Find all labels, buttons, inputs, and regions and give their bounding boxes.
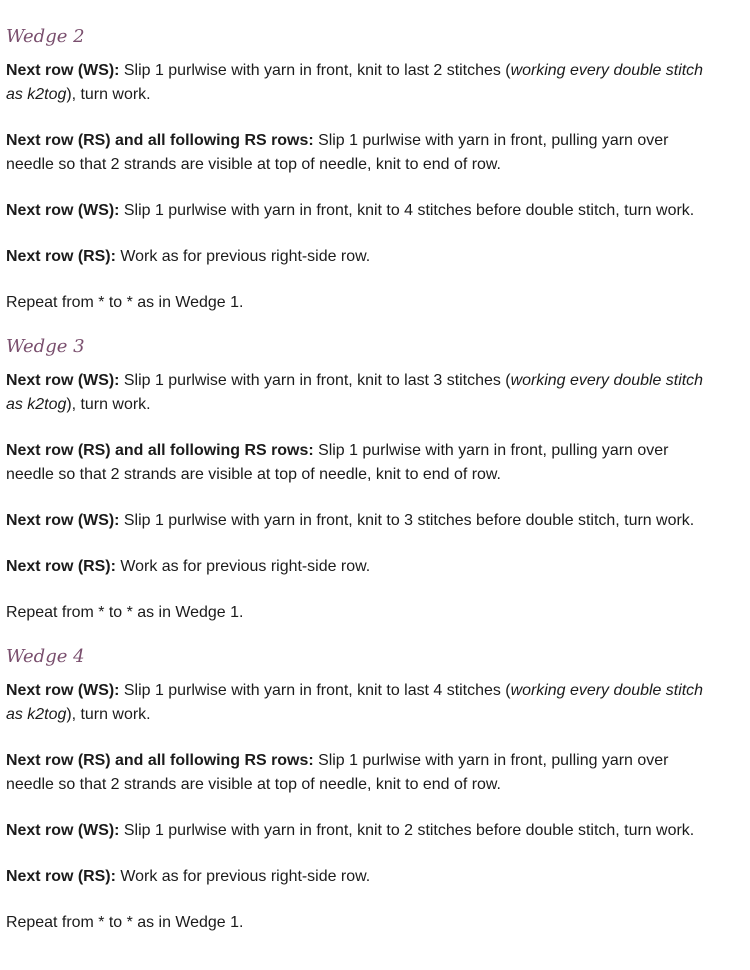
text-line: needle so that 2 strands are visible at top of needle, knit to end of row.: [6, 156, 501, 173]
text-line: [6, 865, 748, 889]
instruction-text: Work as for previous right-side row.: [115, 248, 371, 265]
instruction-text: Slip 1 purlwise with yarn in front, knit to last 2 stitches (: [119, 62, 511, 79]
row-label: Next row (RS) and all following RS rows:: [6, 442, 314, 459]
text-line: [6, 369, 748, 393]
instruction-text: Work as for previous right-side row.: [115, 558, 371, 575]
text-line: [6, 199, 748, 223]
instruction-text: Slip 1 purlwise with yarn in front, pulling yarn over: [313, 752, 669, 769]
row-label: Next row (WS):: [6, 822, 120, 839]
instruction-paragraph: [6, 509, 750, 533]
text-line: [6, 439, 748, 463]
text-line: needle so that 2 strands are visible at top of needle, knit to end of row.: [6, 466, 501, 483]
text-line: needle so that 2 strands are visible at top of needle, knit to end of row.: [6, 776, 501, 793]
italic-note: working every double stitch: [510, 62, 704, 79]
instruction-text: Slip 1 purlwise with yarn in front, knit to 3 stitches before double stitch, turn work.: [119, 512, 695, 529]
row-label: Next row (WS):: [6, 202, 120, 219]
text-line: Repeat from * to * as in Wedge 1.: [6, 914, 244, 931]
row-label: Next row (RS) and all following RS rows:: [6, 752, 314, 769]
section-heading-wedge-3: Wedge 3: [6, 336, 85, 357]
row-label: Next row (WS):: [6, 372, 120, 389]
instruction-text: ), turn work.: [66, 86, 151, 103]
text-line: [6, 679, 748, 703]
row-label: Next row (RS) and all following RS rows:: [6, 132, 314, 149]
instruction-text: Slip 1 purlwise with yarn in front, knit to 4 stitches before double stitch, turn work.: [119, 202, 695, 219]
italic-note: as k2tog: [6, 706, 67, 723]
text-line: Repeat from * to * as in Wedge 1.: [6, 294, 244, 311]
instruction-paragraph: [6, 601, 750, 625]
instruction-paragraph: [6, 679, 750, 727]
row-label: Next row (RS):: [6, 868, 116, 885]
instruction-text: Slip 1 purlwise with yarn in front, knit to last 4 stitches (: [119, 682, 511, 699]
instruction-paragraph: [6, 199, 750, 223]
instruction-text: Slip 1 purlwise with yarn in front, knit to 2 stitches before double stitch, turn work.: [119, 822, 695, 839]
row-label: Next row (WS):: [6, 682, 120, 699]
italic-note: working every double stitch: [510, 682, 704, 699]
row-label: Next row (WS):: [6, 512, 120, 529]
italic-note: working every double stitch: [510, 372, 704, 389]
text-line: [6, 83, 748, 107]
text-line: [6, 749, 748, 773]
instruction-paragraph: [6, 369, 750, 417]
instruction-text: Work as for previous right-side row.: [115, 868, 371, 885]
section-heading-wedge-4: Wedge 4: [6, 646, 85, 667]
instruction-paragraph: [6, 245, 750, 269]
text-line: [6, 245, 748, 269]
text-line: [6, 59, 748, 83]
text-line: [6, 703, 748, 727]
text-line: [6, 819, 748, 843]
row-label: Next row (WS):: [6, 62, 120, 79]
instruction-paragraph: [6, 59, 750, 107]
instruction-text: Slip 1 purlwise with yarn in front, pulling yarn over: [313, 442, 669, 459]
instruction-text: Slip 1 purlwise with yarn in front, knit to last 3 stitches (: [119, 372, 511, 389]
instruction-paragraph: [6, 555, 750, 579]
instruction-paragraph: [6, 129, 750, 177]
row-label: Next row (RS):: [6, 558, 116, 575]
instruction-paragraph: [6, 749, 750, 797]
instruction-paragraph: [6, 865, 750, 889]
text-line: [6, 509, 748, 533]
italic-note: as k2tog: [6, 86, 67, 103]
row-label: Next row (RS):: [6, 248, 116, 265]
text-line: [6, 393, 748, 417]
instruction-text: Slip 1 purlwise with yarn in front, pulling yarn over: [313, 132, 669, 149]
instruction-text: ), turn work.: [66, 396, 151, 413]
text-line: Repeat from * to * as in Wedge 1.: [6, 604, 244, 621]
instruction-paragraph: [6, 439, 750, 487]
instruction-text: ), turn work.: [66, 706, 151, 723]
instruction-paragraph: [6, 819, 750, 843]
instruction-paragraph: [6, 291, 750, 315]
text-line: [6, 129, 748, 153]
instruction-paragraph: [6, 911, 750, 935]
section-heading-wedge-2: Wedge 2: [6, 26, 85, 47]
italic-note: as k2tog: [6, 396, 67, 413]
text-line: [6, 555, 748, 579]
